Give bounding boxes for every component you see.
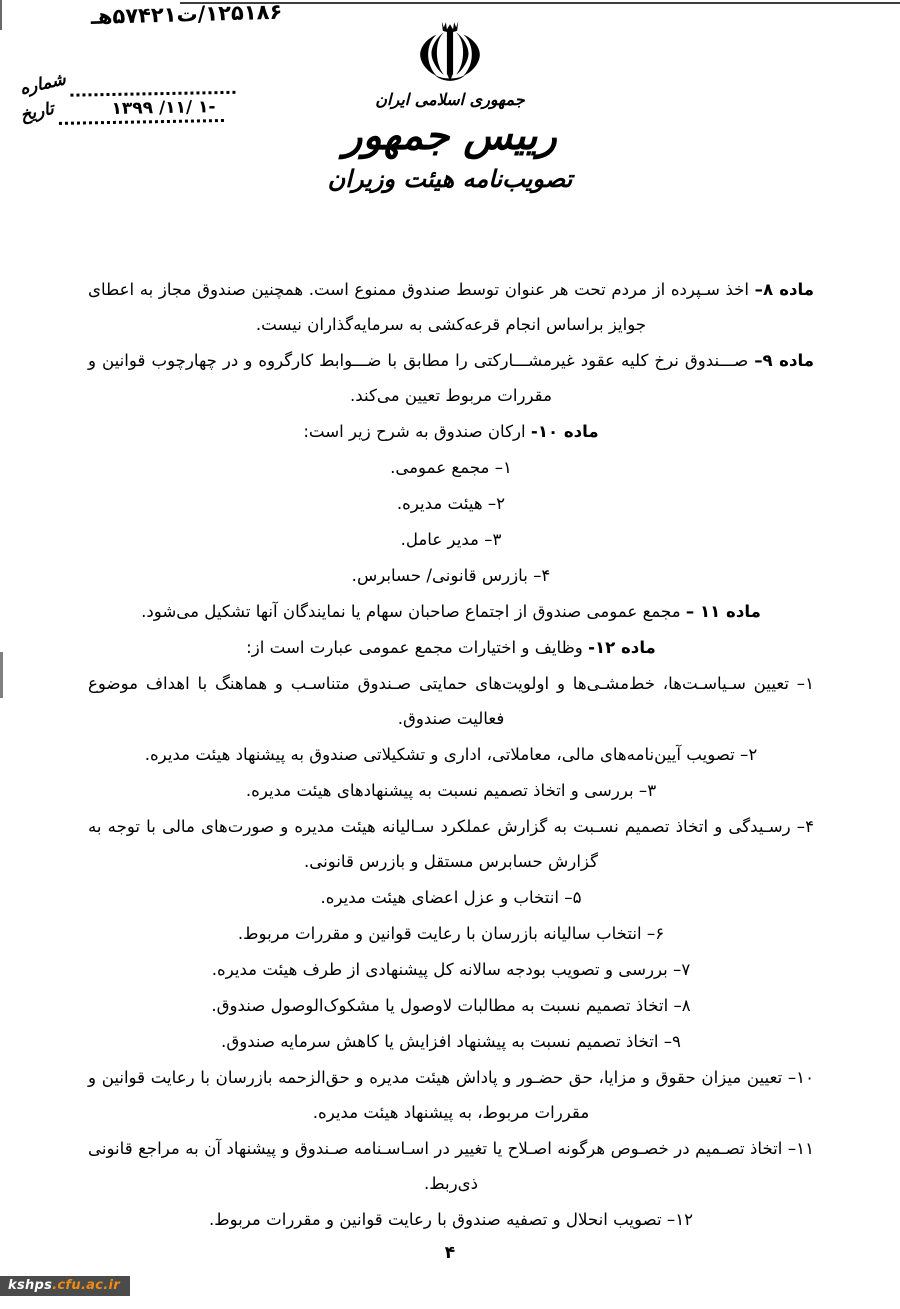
article-10-item-3: ۳– مدیر عامل. — [400, 530, 502, 549]
article-10 — [88, 414, 814, 449]
article-12 — [88, 630, 814, 665]
document-subject-title: تصویب‌نامه هیئت وزیران — [327, 165, 573, 193]
article-11-lead: ماده ۱۱ – — [685, 602, 761, 621]
article-12-item-7: ۷– بررسی و تصویب بودجه سالانه کل پیشنهادی از طرف هیئت مدیره. — [211, 960, 691, 979]
article-12-item-3: ۳– بررسی و اتخاذ تصمیم نسبت به پیشنهادهای هیئت مدیره. — [245, 781, 657, 800]
document-header — [0, 0, 900, 258]
article-12-item-9: ۹– اتخاذ تصمیم نسبت به پیشنهاد افزایش یا کاهش سرمایه صندوق. — [221, 1032, 681, 1051]
document-body — [88, 272, 814, 1238]
article-10-item-1: ۱– مجمع عمومی. — [390, 458, 512, 477]
article-11 — [88, 594, 814, 629]
article-10-item-2: ۲– هیئت مدیره. — [396, 494, 506, 513]
article-11-text: مجمع عمومی صندوق از اجتماع صاحبان سهام یا نمایندگان آنها تشکیل می‌شود. — [141, 602, 681, 621]
article-8 — [88, 272, 814, 342]
article-10-item-4: ۴– بازرس قانونی/ حسابرس. — [351, 566, 551, 585]
watermark-site-name: kshps — [8, 1278, 53, 1293]
article-10-lead: ماده ۱۰- — [530, 422, 599, 441]
iran-emblem-icon — [419, 14, 481, 86]
president-title: رییس جمهور — [343, 113, 557, 159]
article-12-item-1: ۱– تعیین سـیاسـت‌ها، خط‌مشـی‌ها و اولویت‌های حمایتی صـندوق متناسـب و هماهنگ با اهداف موضوع فعالیت صندوق. — [88, 674, 814, 728]
article-12-item-6: ۶– انتخاب سالیانه بازرسان با رعایت قوانین و مقررات مربوط. — [237, 924, 665, 943]
article-8-text: اخذ سـپرده از مردم تحت هر عنوان توسط صندوق ممنوع است. همچنین صندوق مجاز به اعطای جوایز براساس انجام قرعه‌کشی به سرمایه‌گذاران نیست. — [88, 280, 750, 334]
article-9-lead: ماده ۹– — [754, 351, 814, 370]
article-8-lead: ماده ۸– — [754, 280, 815, 299]
article-10-text: ارکان صندوق به شرح زیر است: — [303, 422, 526, 441]
article-12-item-4: ۴– رسـیدگی و اتخاذ تصمیم نسـبت به گزارش عملکرد سـالیانه هیئت مدیره و صورت‌های مالی با توجه به گزارش حسابرس مستقل و بازرس قانونی. — [88, 817, 814, 871]
article-12-item-12: ۱۲– تصویب انحلال و تصفیه صندوق با رعایت قوانین و مقررات مربوط. — [208, 1210, 694, 1229]
article-9 — [88, 343, 814, 413]
article-12-item-5: ۵– انتخاب و عزل اعضای هیئت مدیره. — [320, 888, 582, 907]
article-9-text: صـــندوق نرخ کلیه عقود غیرمشـــارکتی را مطابق با ضـــوابط کارگروه و در چهارچوب قوانین و مقررات مربوط تعیین می‌کند. — [88, 351, 749, 405]
article-12-item-11: ۱۱– اتخاذ تصـمیم در خصـوص هرگونه اصـلاح یا تغییر در اسـاسـنامه صـندوق و پیشنهاد آن به مراجع قانونی ذی‌ربط. — [88, 1139, 814, 1193]
document-number: ۱۲۵۱۸۶/ت۵۷۴۲۱هـ — [90, 0, 283, 29]
page-number: ۴ — [444, 1243, 456, 1263]
article-12-item-10: ۱۰– تعیین میزان حقوق و مزایا، حق حضـور و پاداش هیئت مدیره و حق‌الزحمه بازرسان با رعایت قوانین و مقررات مربوط، به پیشنهاد هیئت مدیره. — [88, 1068, 814, 1122]
republic-title: جمهوری اسلامی ایران — [375, 90, 525, 109]
article-12-item-2: ۲– تصویب آیین‌نامه‌های مالی، معاملاتی، اداری و تشکیلاتی صندوق به پیشنهاد هیئت مدیره. — [144, 745, 758, 764]
number-label: شماره — [18, 69, 68, 100]
site-watermark — [0, 1276, 130, 1296]
crest-and-titles — [0, 14, 900, 193]
watermark-domain: .cfu.ac.ir — [52, 1278, 120, 1293]
date-value: ۱۳۹۹ /۱۱/ ۱- — [111, 97, 216, 120]
date-label: تاریخ — [18, 98, 56, 126]
article-12-lead: ماده ۱۲- — [588, 638, 656, 657]
article-12-text: وظایف و اختیارات مجمع عمومی عبارت است از: — [246, 638, 583, 657]
article-12-item-8: ۸– اتخاذ تصمیم نسبت به مطالبات لاوصول یا مشکوک‌الوصول صندوق. — [211, 996, 691, 1015]
scan-mark-left-middle — [0, 652, 3, 698]
